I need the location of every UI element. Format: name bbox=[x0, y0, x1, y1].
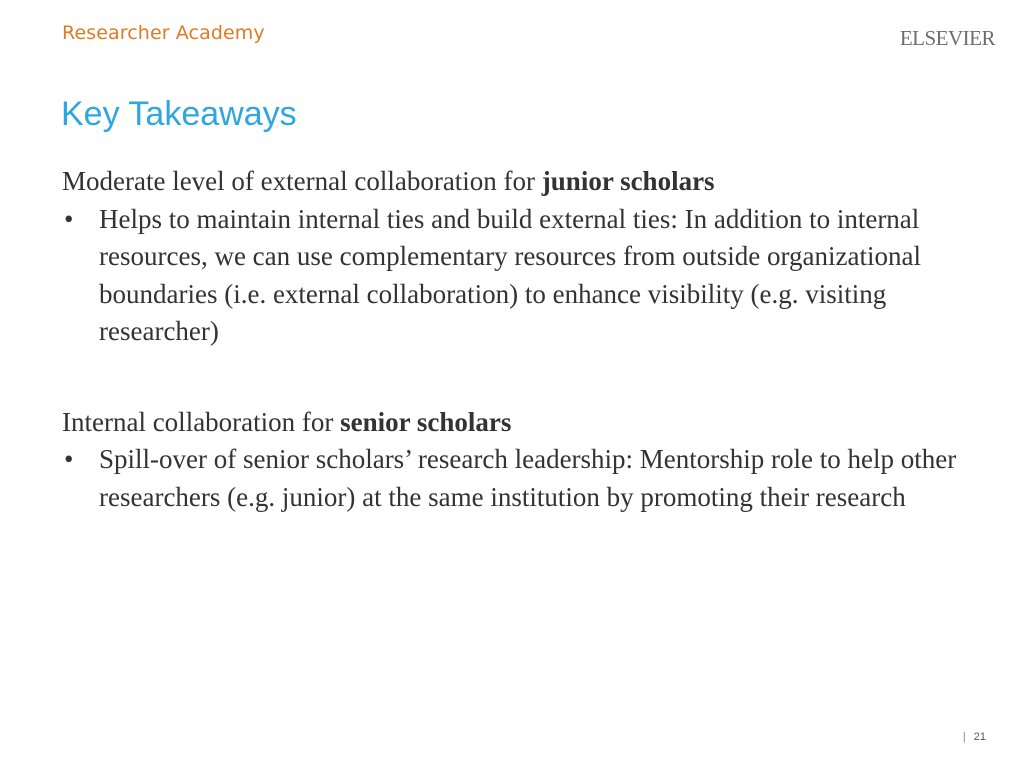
bullet-item bbox=[62, 201, 982, 351]
elsevier-logo: ELSEVIER bbox=[899, 26, 995, 50]
takeaway-section-junior bbox=[62, 163, 982, 351]
takeaway-section-senior bbox=[62, 404, 982, 517]
slide-title: Key Takeaways bbox=[61, 95, 297, 133]
section-heading bbox=[62, 163, 982, 201]
section-heading-text: Internal collaboration for bbox=[62, 406, 341, 437]
researcher-academy-logo: Researcher Academy bbox=[62, 22, 265, 44]
slide-footer bbox=[963, 731, 986, 743]
section-heading-text: Moderate level of external collaboration for bbox=[62, 166, 542, 196]
bullet-icon: • bbox=[64, 444, 74, 474]
page-number: 21 bbox=[973, 731, 986, 743]
footer-separator: | bbox=[962, 731, 966, 743]
bullet-text: Spill-over of senior scholars’ research leadership: Mentorship role to help other researchers (e.g. junior) at the same institution by promoting their research bbox=[99, 444, 957, 512]
bullet-icon: • bbox=[64, 203, 74, 234]
slide-content bbox=[62, 163, 982, 516]
section-heading-emphasis: junior scholars bbox=[541, 166, 715, 196]
bullet-text: Helps to maintain internal ties and build external ties: In addition to internal resources, we can use complementary resources from outside organizational boundaries (i.e. external collaboration) to enhance visibility (e.g. visiting researcher) bbox=[99, 203, 921, 346]
bullet-item bbox=[62, 441, 982, 516]
section-heading-emphasis: senior scholars bbox=[340, 406, 512, 437]
section-heading bbox=[62, 404, 982, 442]
